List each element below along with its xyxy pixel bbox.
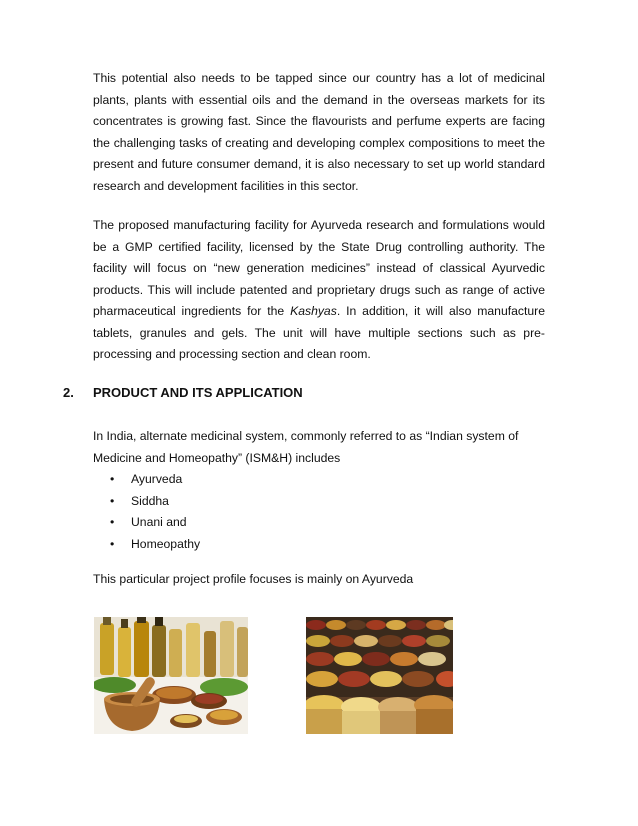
spice-bowls-market-photo — [306, 617, 453, 734]
bullet-icon: • — [110, 472, 115, 486]
paragraph-manufacturing-facility — [93, 215, 545, 366]
list-item-label: Unani and — [131, 515, 187, 529]
section-number: 2. — [63, 385, 74, 400]
bullet-icon: • — [110, 493, 115, 508]
list-item — [110, 534, 200, 556]
italic-term: Kashyas — [290, 304, 337, 318]
paragraph-ism-intro: In India, alternate medicinal system, commonly referred to as “Indian system of Medicine and Homeopathy” (ISM&H) includes — [93, 429, 519, 465]
paragraph-text: . In addition, it will also manufacture tablets, granules and gels. The unit will have multiple sections such as pre-processing and processing section and clean room. — [93, 304, 545, 361]
herbs-mortar-and-oil-bottles-photo — [94, 617, 248, 734]
bullet-icon: • — [110, 536, 115, 551]
list-item — [110, 512, 200, 534]
bullet-list — [110, 469, 200, 555]
list-item-label: Ayurveda — [131, 472, 183, 486]
paragraph-project-focus: This particular project profile focuses is mainly on Ayurveda — [93, 572, 414, 586]
paragraph-medicinal-plants: This potential also needs to be tapped since our country has a lot of medicinal plants, plants with essential oils and the demand in the overseas markets for its concentrates is growing fast. Since the flavourists and perfume experts are facing the challenging tasks of creating and developing complex compositions to meet the present and future consumer demand, it is also necessary to set up world standard research and development facilities in this sector. — [93, 71, 545, 193]
list-item-label: Homeopathy — [131, 536, 201, 551]
list-item — [110, 491, 200, 513]
paragraph-text: The proposed manufacturing facility for Ayurveda research and formulations would be a GMP certified facility, licensed by the State Drug controlling authority. The facility will focus on “new generation medicines” instead of classical Ayurvedic products. This will include patented and proprietary drugs such as range of active pharmaceutical ingredients for the — [93, 218, 545, 318]
list-item-label: Siddha — [131, 493, 169, 508]
section-title: PRODUCT AND ITS APPLICATION — [93, 385, 303, 400]
list-item — [110, 469, 200, 491]
bullet-icon: • — [110, 515, 115, 529]
